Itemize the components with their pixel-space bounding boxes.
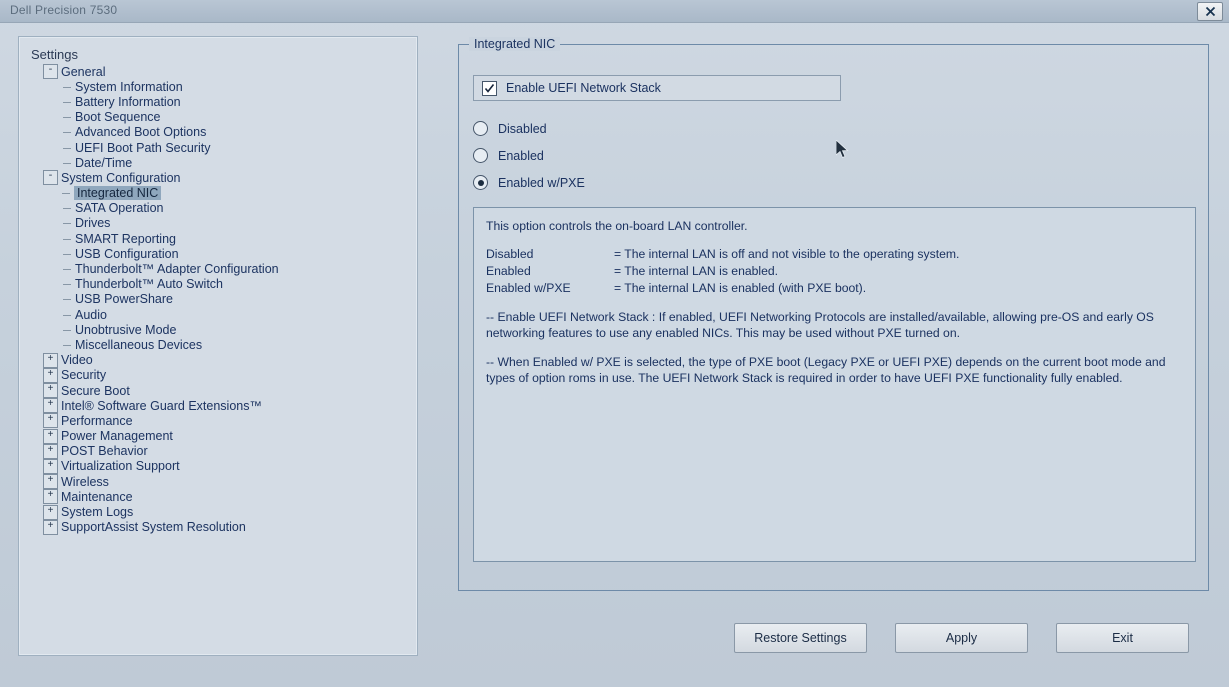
tree-item-label: Thunderbolt™ Auto Switch (75, 277, 223, 292)
tree-group (31, 504, 409, 519)
tree-group-security[interactable] (31, 368, 409, 383)
tree-group-maintenance[interactable] (31, 489, 409, 504)
enable-uefi-network-stack-row[interactable] (473, 75, 841, 101)
tree-item-label: SATA Operation (75, 201, 164, 216)
tree-group-label: System Logs (61, 505, 134, 520)
tree-item-boot-sequence[interactable] (31, 110, 409, 125)
apply-button[interactable]: Apply (895, 623, 1028, 653)
tree-group-label: Video (61, 353, 93, 368)
content-pane (458, 32, 1209, 669)
expand-icon[interactable]: + (43, 520, 58, 535)
tree-group-label: Power Management (61, 429, 173, 444)
tree-group (31, 383, 409, 398)
tree-group-label: Virtualization Support (61, 459, 180, 474)
tree-item-usb-powershare[interactable] (31, 292, 409, 307)
close-button[interactable] (1197, 2, 1223, 21)
tree-group (31, 170, 409, 352)
tree-item-label: Miscellaneous Devices (75, 337, 203, 352)
check-icon (484, 83, 495, 94)
tree-group-label: Wireless (61, 474, 109, 489)
help-value: = The internal LAN is enabled. (614, 264, 779, 279)
tree-group-label: Performance (61, 413, 133, 428)
help-options-table (486, 246, 959, 297)
tree-group-label: Maintenance (61, 489, 133, 504)
tree-group-label: SupportAssist System Resolution (61, 520, 246, 535)
tree-item-thunderbolt-adapter-configuration[interactable] (31, 261, 409, 276)
settings-tree-panel[interactable] (18, 36, 418, 656)
expand-icon[interactable]: + (43, 489, 58, 504)
tree-group (31, 459, 409, 474)
tree-item-label: UEFI Boot Path Security (75, 140, 211, 155)
enable-uefi-network-stack-label: Enable UEFI Network Stack (506, 81, 661, 95)
tree-item-label: Thunderbolt™ Adapter Configuration (75, 262, 279, 277)
tree-group-virtualization-support[interactable] (31, 459, 409, 474)
collapse-icon[interactable]: - (43, 64, 58, 79)
tree-group-list (31, 64, 409, 535)
help-value: = The internal LAN is off and not visible to the operating system. (614, 247, 960, 262)
tree-group (31, 368, 409, 383)
tree-group (31, 353, 409, 368)
tree-group (31, 474, 409, 489)
expand-icon[interactable]: + (43, 459, 58, 474)
help-value: = The internal LAN is enabled (with PXE boot). (614, 281, 867, 296)
expand-icon[interactable]: + (43, 353, 58, 368)
tree-group (31, 429, 409, 444)
tree-group-label: Secure Boot (61, 383, 130, 398)
tree-group-supportassist-system-resolution[interactable] (31, 520, 409, 535)
tree-item-date-time[interactable] (31, 155, 409, 170)
tree-item-label: SMART Reporting (75, 231, 176, 246)
radio-enabled-pxe-icon[interactable] (473, 175, 488, 190)
tree-item-label: Unobtrusive Mode (75, 322, 177, 337)
tree-item-drives[interactable] (31, 216, 409, 231)
action-button-row (734, 623, 1189, 653)
radio-disabled-label: Disabled (498, 121, 547, 136)
tree-item-label: USB Configuration (75, 246, 179, 261)
help-paragraph-uefi-stack: -- Enable UEFI Network Stack : If enabled, UEFI Networking Protocols are installed/available, allowing pre-OS and early OS networking features to use any enabled NICs. This may be used without PXE turned on. (486, 310, 1154, 341)
window-title: Dell Precision 7530 (10, 3, 118, 17)
tree-group-label: POST Behavior (61, 444, 148, 459)
tree-item-miscellaneous-devices[interactable] (31, 337, 409, 352)
help-paragraph-pxe: -- When Enabled w/ PXE is selected, the type of PXE boot (Legacy PXE or UEFI PXE) depends on the current boot mode and types of option roms in use. The UEFI Network Stack is required in order to have UEFI PXE functionality fully enabled. (486, 354, 1166, 385)
tree-item-label: System Information (75, 79, 183, 94)
radio-enabled-label: Enabled (498, 148, 544, 163)
help-row (486, 263, 959, 280)
tree-group (31, 64, 409, 170)
tree-item-label: Battery Information (75, 94, 181, 109)
tree-item-usb-configuration[interactable] (31, 246, 409, 261)
tree-item-label: Audio (75, 307, 107, 322)
tree-group-performance[interactable] (31, 413, 409, 428)
tree-group-label: General (61, 64, 106, 79)
group-title: Integrated NIC (469, 37, 560, 51)
tree-group-label: Intel® Software Guard Extensions™ (61, 398, 262, 413)
help-intro: This option controls the on-board LAN controller. (486, 219, 748, 233)
expand-icon[interactable]: + (43, 474, 58, 489)
tree-group-system-logs[interactable] (31, 504, 409, 519)
help-text-box (473, 207, 1196, 562)
exit-button[interactable]: Exit (1056, 623, 1189, 653)
title-bar (0, 0, 1229, 23)
tree-item-label: Drives (75, 216, 111, 231)
expand-icon[interactable]: + (43, 429, 58, 444)
tree-item-sata-operation[interactable] (31, 201, 409, 216)
tree-item-advanced-boot-options[interactable] (31, 125, 409, 140)
expand-icon[interactable]: + (43, 368, 58, 383)
tree-item-label: Boot Sequence (75, 110, 161, 125)
tree-group-power-management[interactable] (31, 429, 409, 444)
close-icon (1205, 6, 1216, 17)
tree-item-unobtrusive-mode[interactable] (31, 322, 409, 337)
expand-icon[interactable]: + (43, 413, 58, 428)
expand-icon[interactable]: + (43, 444, 58, 459)
tree-group-video[interactable] (31, 353, 409, 368)
help-row (486, 246, 959, 263)
tree-item-battery-information[interactable] (31, 94, 409, 109)
tree-group-intel-software-guard-extensions[interactable] (31, 398, 409, 413)
tree-group (31, 444, 409, 459)
restore-settings-button[interactable]: Restore Settings (734, 623, 867, 653)
radio-enabled-pxe-label: Enabled w/PXE (498, 175, 585, 190)
tree-group (31, 398, 409, 413)
expand-icon[interactable]: + (43, 505, 58, 520)
tree-item-smart-reporting[interactable] (31, 231, 409, 246)
tree-group-label: Security (61, 368, 107, 383)
help-key: Enabled w/PXE (486, 281, 571, 296)
tree-item-system-information[interactable] (31, 79, 409, 94)
collapse-icon[interactable]: - (43, 170, 58, 185)
tree-item-uefi-boot-path-security[interactable] (31, 140, 409, 155)
integrated-nic-group (458, 37, 1209, 591)
tree-group-secure-boot[interactable] (31, 383, 409, 398)
radio-option-enabled[interactable] (473, 148, 544, 163)
tree-group-post-behavior[interactable] (31, 444, 409, 459)
tree-group (31, 520, 409, 535)
radio-enabled-icon[interactable] (473, 148, 488, 163)
tree-item-audio[interactable] (31, 307, 409, 322)
enable-uefi-network-stack-checkbox[interactable] (482, 81, 497, 96)
tree-item-label: Integrated NIC (74, 186, 161, 200)
radio-disabled-icon[interactable] (473, 121, 488, 136)
tree-group-label: System Configuration (61, 170, 181, 185)
tree-item-label: Advanced Boot Options (75, 125, 207, 140)
radio-option-disabled[interactable] (473, 121, 547, 136)
radio-option-enabled-pxe[interactable] (473, 175, 585, 190)
tree-item-label: Date/Time (75, 155, 133, 170)
tree-root-label: Settings (31, 47, 78, 62)
tree-item-label: USB PowerShare (75, 292, 173, 307)
help-key: Disabled (486, 247, 534, 262)
tree-group (31, 413, 409, 428)
tree-group (31, 489, 409, 504)
tree-group-wireless[interactable] (31, 474, 409, 489)
settings-tree (19, 37, 417, 543)
tree-item-integrated-nic[interactable] (31, 186, 409, 201)
expand-icon[interactable]: + (43, 383, 58, 398)
help-row (486, 280, 959, 297)
tree-item-thunderbolt-auto-switch[interactable] (31, 277, 409, 292)
expand-icon[interactable]: + (43, 398, 58, 413)
tree-group-general[interactable] (31, 64, 409, 79)
tree-group-system-configuration[interactable] (31, 170, 409, 185)
help-key: Enabled (486, 264, 531, 279)
